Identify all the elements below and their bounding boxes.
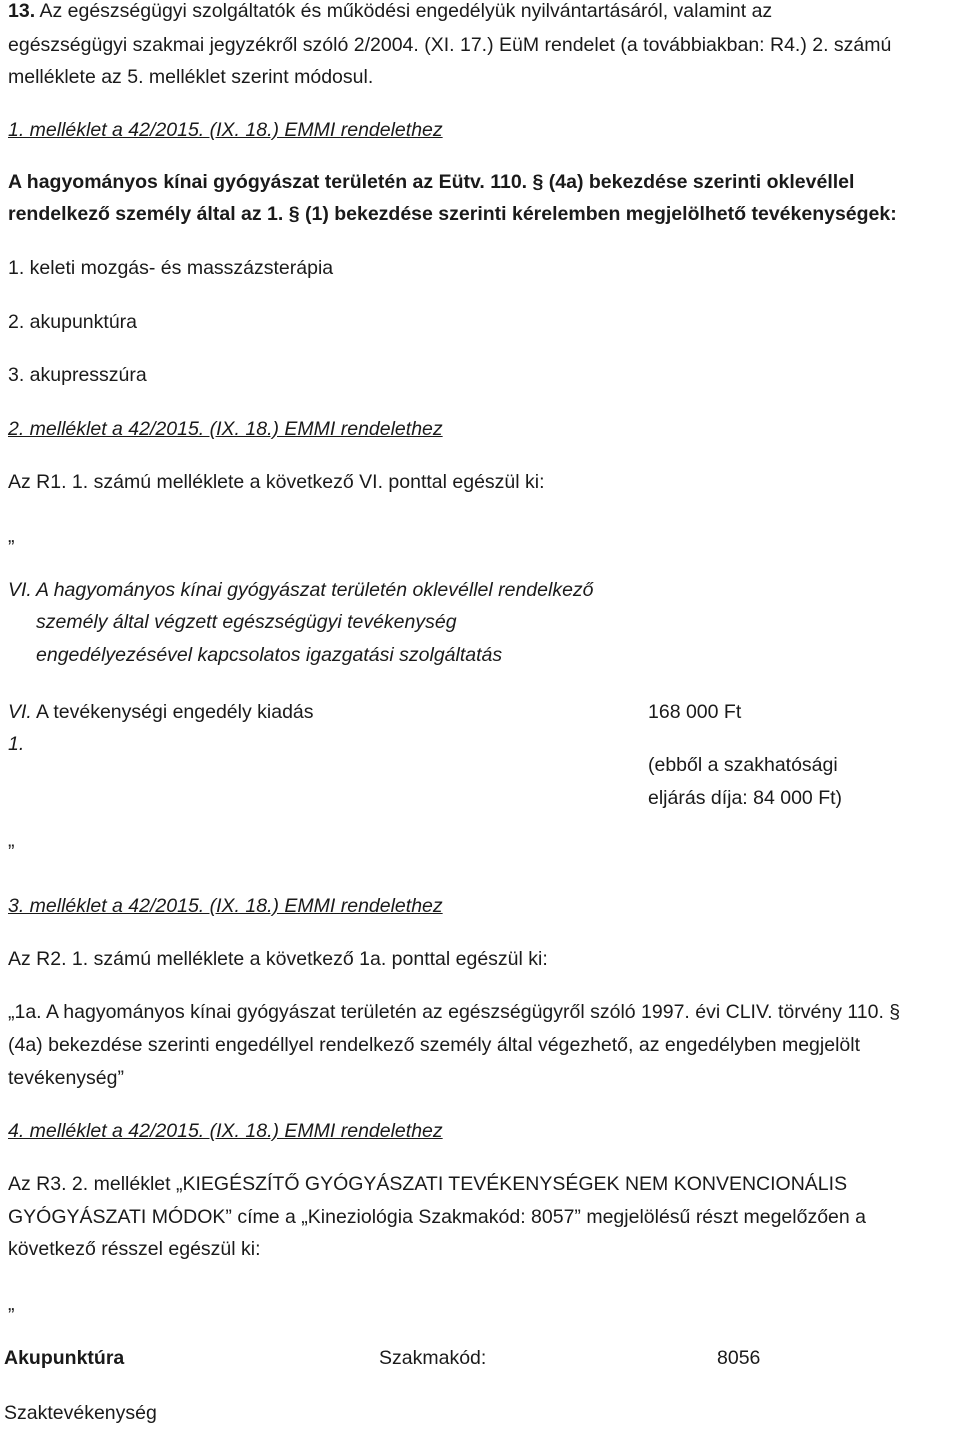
annex1-title-line-2: rendelkező személy által az 1. § (1) bekezdése szerinti kérelemben megjelölhető tevékenységek: [8, 203, 897, 225]
intro-line-1: 13. Az egészségügyi szolgáltatók és működési engedélyük nyilvántartásáról, valamint az [8, 0, 773, 22]
annex2-quote-close: ” [8, 841, 15, 863]
annex2-section-title-line-2: személy által végzett egészségügyi tevékenység [36, 611, 457, 633]
annex3-quote-line-3: tevékenység” [8, 1067, 124, 1089]
annex1-item: 3. akupresszúra [8, 364, 147, 386]
annex2-section-title-line-3: engedélyezésével kapcsolatos igazgatási szolgáltatás [36, 644, 503, 666]
annex4-intro-line-3: következő résszel egészül ki: [8, 1238, 261, 1260]
intro-line-3: melléklete az 5. melléklet szerint módosul. [8, 66, 374, 88]
code-label: Szakmakód: [379, 1347, 487, 1369]
annex1-item: 1. keleti mozgás- és masszázsterápia [8, 257, 334, 279]
annex3-intro: Az R2. 1. számú melléklete a következő 1a. ponttal egészül ki: [8, 948, 548, 970]
annex2-section-number: VI. [8, 579, 32, 601]
fee-row-number-a: VI. [8, 701, 32, 723]
annex3-quote-line-1: „1a. A hagyományos kínai gyógyászat területén az egészségügyről szóló 1997. évi CLIV. törvény 110. § [8, 1001, 901, 1023]
annex1-heading: 1. melléklet a 42/2015. (IX. 18.) EMMI rendelethez [8, 119, 443, 141]
annex2-quote-open: „ [8, 525, 15, 547]
fee-row-amount: 168 000 Ft [648, 701, 742, 723]
annex1-title-line-1: A hagyományos kínai gyógyászat területén az Eütv. 110. § (4a) bekezdése szerinti oklevéllel [8, 171, 855, 193]
entry-name: Akupunktúra [4, 1347, 125, 1369]
annex2-intro: Az R1. 1. számú melléklete a következő VI. ponttal egészül ki: [8, 471, 545, 493]
fee-row-note-line-2: eljárás díja: 84 000 Ft) [648, 787, 843, 809]
fee-row-label: A tevékenységi engedély kiadás [36, 701, 314, 723]
annex4-intro-line-2: GYÓGYÁSZATI MÓDOK” címe a „Kineziológia Szakmakód: 8057” megjelölésű részt megelőzően a [8, 1206, 866, 1228]
annex4-quote-open: „ [8, 1293, 15, 1315]
annex3-heading: 3. melléklet a 42/2015. (IX. 18.) EMMI rendelethez [8, 895, 443, 917]
fee-row-note-line-1: (ebből a szakhatósági [648, 754, 838, 776]
annex4-intro-line-1: Az R3. 2. melléklet „KIEGÉSZÍTŐ GYÓGYÁSZATI TEVÉKENYSÉGEK NEM KONVENCIONÁLIS [8, 1173, 848, 1195]
annex2-heading: 2. melléklet a 42/2015. (IX. 18.) EMMI rendelethez [8, 418, 443, 440]
intro-line-2: egészségügyi szakmai jegyzékről szóló 2/2004. (XI. 17.) EüM rendelet (a továbbiakban: R4.) 2. számú [8, 34, 892, 56]
annex2-section-title-line-1: A hagyományos kínai gyógyászat területén oklevéllel rendelkező [36, 579, 594, 601]
next-row-label: Szaktevékenység [4, 1402, 157, 1424]
annex3-quote-line-2: (4a) bekezdése szerinti engedéllyel rendelkező személy által végezhető, az engedélyben megjelölt [8, 1034, 861, 1056]
annex1-item: 2. akupunktúra [8, 311, 138, 333]
fee-row-number-b: 1. [8, 733, 25, 755]
annex4-heading: 4. melléklet a 42/2015. (IX. 18.) EMMI rendelethez [8, 1120, 443, 1142]
intro-number: 13. [8, 0, 36, 22]
code-value: 8056 [717, 1347, 761, 1369]
